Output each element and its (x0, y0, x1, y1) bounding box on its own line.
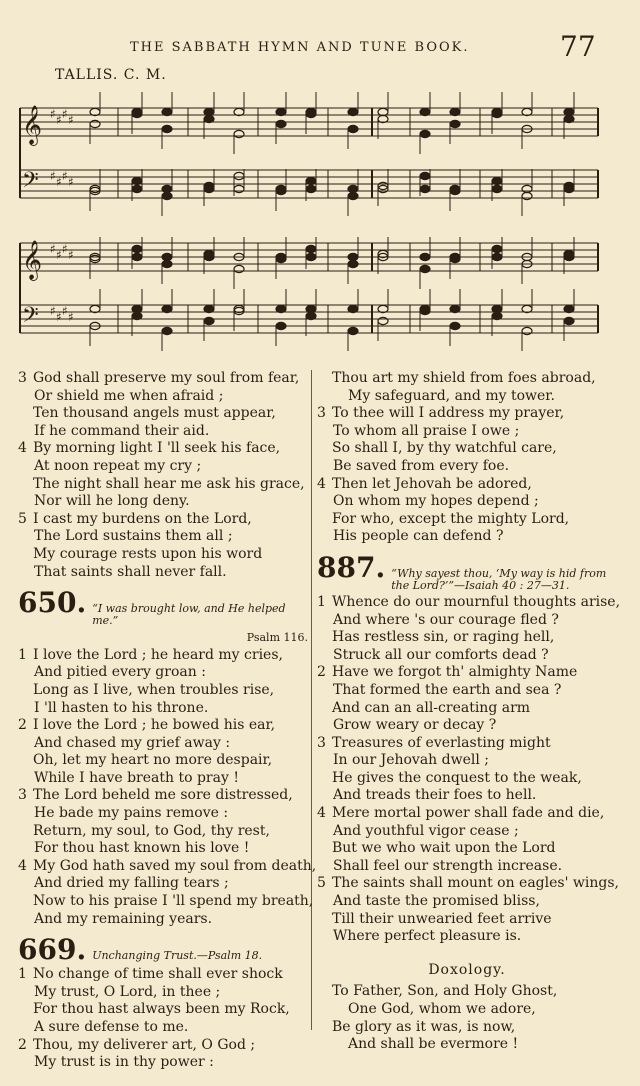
note-head (90, 185, 100, 192)
verse-text: Till their unwearied feet arrive (332, 910, 552, 927)
verse-text: Grow weary or decay ? (333, 717, 497, 734)
note-head (420, 307, 430, 314)
doxology-line (317, 1019, 617, 1037)
verse-line (317, 458, 617, 476)
verse-text: Now to his praise I 'll spend my breath, (33, 893, 314, 910)
sharp-sign: ♯ (56, 310, 62, 324)
verse-text: To whom all praise I owe ; (333, 422, 520, 439)
verse-line (18, 805, 308, 823)
verse-line (317, 476, 617, 494)
verse-line (18, 966, 308, 984)
right-column (317, 370, 621, 1054)
note-head (306, 110, 316, 117)
verse-line (18, 875, 308, 893)
verse-text: Be saved from every foe. (333, 457, 510, 474)
verse-line (18, 493, 308, 511)
note-head (162, 185, 172, 192)
note-head (492, 177, 502, 184)
hymn-header (18, 933, 308, 967)
verse-text: And taste the promised bliss, (333, 893, 540, 910)
note-head (306, 305, 316, 312)
note-head (522, 327, 532, 334)
note-head (204, 305, 214, 312)
verse-line (18, 546, 308, 564)
verse-line (18, 1037, 308, 1055)
sharp-sign: ♯ (50, 169, 56, 183)
note-head (564, 250, 574, 257)
note-head (564, 317, 574, 324)
verse-text: My God hath saved my soul from death, (33, 857, 317, 874)
note-head (276, 255, 286, 262)
verse-text: But we who wait upon the Lord (332, 840, 556, 857)
doxology-text: And shall be evermore ! (348, 1036, 519, 1053)
note-head (348, 327, 358, 334)
doxology-line (317, 1036, 617, 1054)
verse-text: My trust is in thy power : (34, 1054, 214, 1071)
verse-line (18, 370, 308, 388)
verse-text: Then let Jehovah be adored, (332, 475, 532, 492)
doxology-line (317, 983, 617, 1001)
note-head (234, 185, 244, 192)
verse-number: 1 (18, 646, 27, 663)
note-head (420, 130, 430, 137)
verse-text: That formed the earth and sea ? (333, 681, 562, 698)
verse-line (317, 511, 617, 529)
note-head (234, 265, 244, 272)
sharp-sign: ♯ (62, 242, 68, 256)
verse-text: To thee will I address my prayer, (332, 405, 565, 422)
sharp-sign: ♯ (68, 248, 74, 262)
note-head (132, 110, 142, 117)
sharp-sign: ♯ (62, 304, 68, 318)
verse-line (317, 928, 617, 946)
verse-text: Treasures of everlasting might (332, 734, 551, 751)
verse-line (317, 528, 617, 546)
verse-line (18, 911, 308, 929)
verse-text: Where perfect pleasure is. (333, 928, 522, 945)
note-head (162, 125, 172, 132)
verse-number: 3 (18, 370, 27, 386)
note-head (450, 255, 460, 262)
verse-line (18, 405, 308, 423)
note-head (348, 185, 358, 192)
note-head (234, 172, 244, 179)
verse-text: And can an all-creating arm (332, 699, 531, 716)
note-head (204, 250, 214, 257)
note-head (132, 245, 142, 252)
verse-line (317, 700, 617, 718)
verse-text: Thou art my shield from foes abroad, (332, 370, 596, 386)
verse-text: For who, except the mighty Lord, (332, 510, 570, 527)
verse-text: On whom my hopes depend ; (333, 493, 539, 510)
verse-line (18, 423, 308, 441)
verse-number: 3 (18, 787, 27, 804)
verse-line (317, 440, 617, 458)
verse-line (317, 893, 617, 911)
verse-text: By morning light I 'll seek his face, (33, 440, 281, 457)
hymn-reference: Psalm 116. (246, 631, 308, 645)
note-head (348, 108, 358, 115)
verse-text: That saints shall never fall. (34, 563, 227, 580)
verse-line (18, 984, 308, 1002)
note-head (420, 265, 430, 272)
verse-line (18, 823, 308, 841)
verse-text: Has restless sin, or raging hell, (332, 629, 555, 646)
music-score (0, 0, 640, 370)
note-head (234, 130, 244, 137)
verse-text: Thou, my deliverer art, O God ; (33, 1036, 256, 1053)
note-head (492, 245, 502, 252)
doxology-text: Be glory as it was, is now, (332, 1018, 516, 1035)
verse-line (317, 770, 617, 788)
left-column (18, 370, 317, 1072)
note-head (306, 253, 316, 260)
verse-line (317, 405, 617, 423)
verse-text: I 'll hasten to his throne. (34, 699, 209, 716)
verse-line (18, 388, 308, 406)
verse-number: 4 (18, 857, 27, 874)
sharp-sign: ♯ (62, 107, 68, 121)
verse-line (18, 752, 308, 770)
verse-text: Mere mortal power shall fade and die, (332, 805, 605, 822)
verse-text: So shall I, by thy watchful care, (332, 440, 557, 457)
note-head (162, 327, 172, 334)
verse-text: I cast my burdens on the Lord, (33, 510, 252, 527)
verse-number: 4 (18, 440, 27, 457)
note-head (492, 110, 502, 117)
verse-line (317, 735, 617, 753)
note-head (564, 108, 574, 115)
verse-line (317, 664, 617, 682)
note-head (564, 115, 574, 122)
verse-line (317, 388, 617, 406)
note-head (132, 305, 142, 312)
sharp-sign: ♯ (62, 169, 68, 183)
verse-line (317, 629, 617, 647)
verse-line (317, 717, 617, 735)
sharp-sign: ♯ (50, 304, 56, 318)
bass-clef: 𝄢 (22, 168, 39, 198)
verse-line (18, 440, 308, 458)
treble-clef: 𝄞 (22, 105, 43, 145)
verse-text: I love the Lord ; he bowed his ear, (33, 717, 276, 734)
verse-line (317, 647, 617, 665)
note-head (348, 125, 358, 132)
verse-number: 4 (317, 475, 326, 492)
verse-line (317, 805, 617, 823)
verse-number: 1 (18, 966, 27, 983)
verse-text: No change of time shall ever shock (33, 966, 283, 983)
note-head (348, 260, 358, 267)
verse-line (317, 593, 621, 612)
verse-text: He gives the conquest to the weak, (332, 769, 582, 786)
note-head (348, 192, 358, 199)
verse-text: The night shall hear me ask his grace, (33, 475, 305, 492)
verse-line (18, 700, 308, 718)
note-head (204, 115, 214, 122)
verse-line (18, 787, 308, 805)
sharp-sign: ♯ (56, 248, 62, 262)
verse-text: And chased my grief away : (34, 734, 231, 751)
verse-text: My trust, O Lord, in thee ; (34, 983, 221, 1000)
verse-text: For thou hast always been my Rock, (33, 1001, 290, 1018)
running-title: THE SABBATH HYMN AND TUNE BOOK. (130, 40, 470, 55)
note-head (450, 120, 460, 127)
note-head (90, 255, 100, 262)
hymn-number: 669. (18, 933, 87, 967)
sharp-sign: ♯ (56, 175, 62, 189)
verse-number: 2 (317, 664, 326, 681)
verse-text: At noon repeat my cry ; (34, 457, 202, 474)
verse-text: Shall feel our strength increase. (333, 857, 563, 874)
verse-text: I love the Lord ; he heard my cries, (33, 646, 283, 663)
verse-text: And dried my falling tears ; (34, 875, 229, 892)
sharp-sign: ♯ (68, 175, 74, 189)
note-head (162, 253, 172, 260)
sharp-sign: ♯ (50, 107, 56, 121)
verse-line (317, 752, 617, 770)
verse-text: And pitied every groan : (34, 664, 206, 681)
verse-text: And youthful vigor cease ; (333, 822, 519, 839)
note-head (564, 305, 574, 312)
verse-number: 2 (18, 1036, 27, 1053)
note-head (276, 108, 286, 115)
note-head (234, 307, 244, 314)
verse-line (317, 875, 617, 893)
sharp-sign: ♯ (56, 113, 62, 127)
verse-line (18, 647, 308, 665)
note-head (450, 322, 460, 329)
verse-text: Nor will he long deny. (34, 493, 190, 510)
verse-text: He bade my pains remove : (34, 805, 229, 822)
verse-text: My safeguard, and my tower. (348, 387, 555, 404)
note-head (492, 253, 502, 260)
sharp-sign: ♯ (68, 310, 74, 324)
note-head (420, 172, 430, 179)
note-head (306, 245, 316, 252)
verse-text: The Lord beheld me sore distressed, (33, 787, 293, 804)
verse-line (18, 682, 308, 700)
verse-number: 4 (317, 805, 326, 822)
verse-line (317, 682, 617, 700)
verse-line (18, 735, 308, 753)
verse-text: The saints shall mount on eagles' wings, (332, 875, 619, 892)
doxology-line (317, 1001, 617, 1019)
tune-name: TALLIS. C. M. (55, 67, 167, 83)
verse-line (317, 787, 617, 805)
verse-text: And where 's our courage fled ? (333, 611, 559, 628)
note-head (420, 253, 430, 260)
verse-text: Struck all our comforts dead ? (333, 646, 549, 663)
verse-text: Have we forgot th' almighty Name (332, 664, 578, 681)
verse-text: Return, my soul, to God, thy rest, (33, 822, 270, 839)
verse-text: Or shield me when afraid ; (34, 387, 224, 404)
note-head (450, 305, 460, 312)
note-head (132, 253, 142, 260)
note-head (420, 108, 430, 115)
verse-number: 1 (317, 593, 326, 610)
verse-text: While I have breath to pray ! (34, 769, 239, 786)
note-head (204, 182, 214, 189)
verse-line (317, 423, 617, 441)
hymn-header (317, 550, 617, 592)
verse-line (317, 493, 617, 511)
verse-line (317, 911, 617, 929)
verse-line (317, 612, 617, 630)
verse-line (18, 840, 308, 858)
verse-number: 3 (317, 734, 326, 751)
verse-number: 5 (18, 510, 27, 527)
note-head (162, 192, 172, 199)
note-head (378, 317, 388, 324)
verse-text: And treads their foes to hell. (333, 787, 537, 804)
hymn-header (18, 586, 308, 628)
note-head (306, 177, 316, 184)
note-head (132, 177, 142, 184)
verse-text: Long as I live, when troubles rise, (33, 681, 275, 698)
note-head (162, 305, 172, 312)
note-head (522, 192, 532, 199)
verse-number: 3 (317, 405, 326, 422)
verse-text: Ten thousand angels must appear, (33, 405, 276, 422)
verse-line (18, 857, 317, 876)
verse-text: For thou hast known his love ! (34, 840, 250, 857)
note-head (306, 312, 316, 319)
verse-line (18, 770, 308, 788)
note-head (276, 120, 286, 127)
verse-line (18, 458, 308, 476)
verse-line (18, 893, 314, 911)
verse-text: His people can defend ? (333, 528, 504, 545)
note-head (492, 185, 502, 192)
verse-text: If he command their aid. (34, 422, 210, 439)
verse-line (18, 717, 308, 735)
verse-line (18, 1001, 308, 1019)
note-head (276, 305, 286, 312)
note-head (162, 108, 172, 115)
note-head (162, 260, 172, 267)
verse-line (18, 1054, 308, 1072)
verse-text: Oh, let my heart no more despair, (33, 752, 273, 769)
hymn-number: 650. (18, 586, 87, 620)
note-head (276, 322, 286, 329)
note-head (348, 305, 358, 312)
verse-line (18, 528, 308, 546)
verse-line (317, 370, 617, 388)
hymn-title: “Why sayest thou, ‘My way is hid from the Lord?’”—Isaiah 40 : 27—31. (391, 566, 607, 592)
verse-text: Whence do our mournful thoughts arise, (332, 593, 621, 610)
column-divider (311, 370, 312, 1030)
hymn-title: Unchanging Trust.—Psalm 18. (92, 949, 263, 963)
verse-line (18, 1019, 308, 1037)
verse-line (18, 511, 308, 529)
note-head (204, 317, 214, 324)
verse-line (18, 476, 308, 494)
doxology-text: To Father, Son, and Holy Ghost, (332, 983, 558, 1000)
hymn-number: 887. (317, 550, 386, 584)
doxology-text: One God, whom we adore, (348, 1001, 536, 1017)
verse-line (317, 840, 617, 858)
verse-line (317, 823, 617, 841)
verse-text: A sure defense to me. (34, 1019, 189, 1035)
note-head (276, 187, 286, 194)
sharp-sign: ♯ (68, 113, 74, 127)
verse-text: God shall preserve my soul from fear, (33, 370, 300, 386)
verse-line (18, 564, 308, 582)
page-number: 77 (560, 30, 596, 63)
note-head (348, 253, 358, 260)
note-head (492, 305, 502, 312)
note-head (420, 185, 430, 192)
note-head (90, 120, 100, 127)
bass-clef: 𝄢 (22, 303, 39, 333)
verse-line (18, 664, 308, 682)
note-head (306, 185, 316, 192)
verse-line (317, 858, 617, 876)
verse-text: The Lord sustains them all ; (34, 528, 233, 545)
note-head (450, 187, 460, 194)
note-head (132, 185, 142, 192)
verse-number: 2 (18, 717, 27, 734)
treble-clef: 𝄞 (22, 240, 43, 280)
sharp-sign: ♯ (50, 242, 56, 256)
note-head (564, 182, 574, 189)
verse-number: 5 (317, 875, 326, 892)
note-head (450, 108, 460, 115)
verse-text: And my remaining years. (34, 910, 213, 927)
verse-text: My courage rests upon his word (33, 545, 263, 562)
verse-text: In our Jehovah dwell ; (333, 752, 490, 769)
note-head (492, 312, 502, 319)
hymn-title: “I was brought low, and He helped me.” (92, 602, 286, 628)
note-head (522, 185, 532, 192)
doxology-title: Doxology. (428, 961, 506, 978)
note-head (204, 108, 214, 115)
note-head (132, 312, 142, 319)
